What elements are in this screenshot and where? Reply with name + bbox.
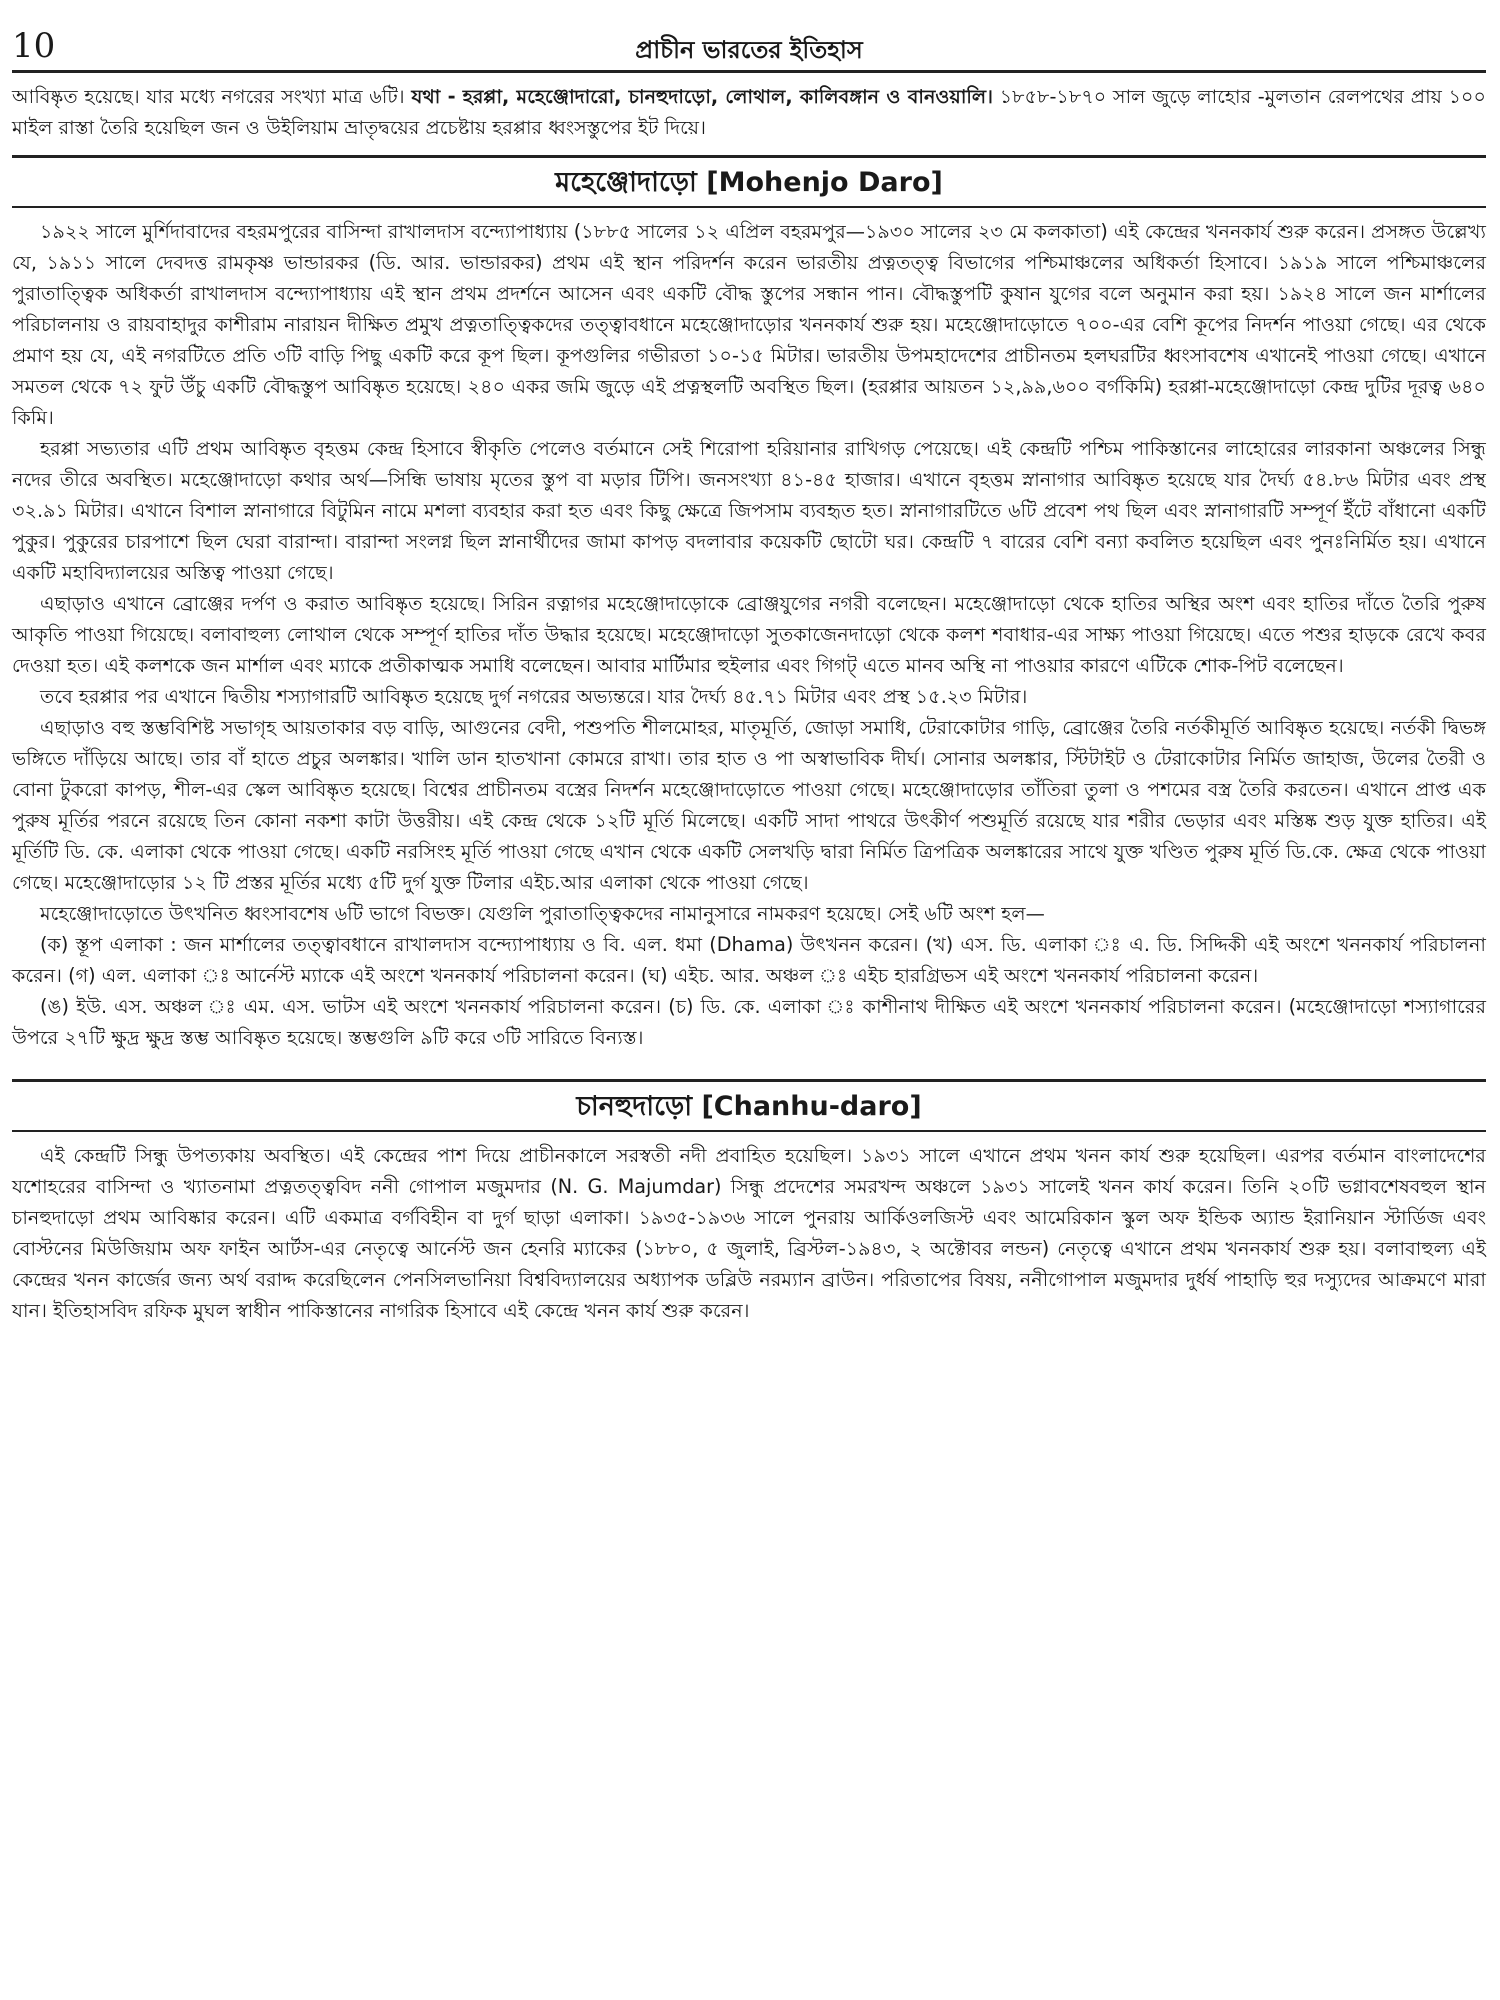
running-header bbox=[12, 26, 1486, 73]
page-number: 10 bbox=[12, 26, 56, 66]
paragraph-4: তবে হরপ্পার পর এখানে দ্বিতীয় শস্যাগারটি আবিষ্কৃত হয়েছে দুর্গ নগরের অভ্যন্তরে। যার দৈর্ঘ্য ৪৫.৭১ মিটার এবং প্রস্থ ১৫.২৩ মিটার। bbox=[40, 685, 1028, 708]
paragraph-9: এই কেন্দ্রটি সিন্ধু উপত্যকায় অবস্থিত। এই কেন্দ্রের পাশ দিয়ে প্রাচীনকালে সরস্বতী নদী প্রবাহিত হয়েছিল। ১৯৩১ সালে এখানে প্রথম খনন কার্য শুরু হয়েছিল। এরপর বর্তমান বাংলাদেশের যশোহরের বাসিন্দা ও খ্যাতনামা প্রত্নতত্ত্ববিদ ননী গোপাল মজুমদার (N. G. Majumdar) সিন্ধু প্রদেশের সমরখন্দ অঞ্চলে ১৯৩১ সালেই খনন কার্য করেন। তিনি ২০টি ভগ্নাবশেষবহুল স্থান চানহুদাড়ো প্রথম আবিষ্কার করেন। এটি একমাত্র বর্গবিহীন বা দুর্গ ছাড়া এলাকা। ১৯৩৫-১৯৩৬ সালে পুনরায় আর্কিওলজিস্ট এবং আমেরিকান স্কুল অফ ইন্ডিক অ্যান্ড ইরানিয়ান স্টার্ডিজ এবং বোস্টনের মিউজিয়াম অফ ফাইন আর্টস-এর নেতৃত্বে আর্নেস্ট জন হেনরি ম্যাকের (১৮৮০, ৫ জুলাই, ব্রিস্টল-১৯৪৩, ২ অক্টোবর লন্ডন) নেতৃত্বে এখানে প্রথম খননকার্য শুরু হয়। বলাবাহুল্য এই কেন্দ্রের খনন কার্জের জন্য অর্থ বরাদ্দ করেছিলেন পেনসিলভানিয়া বিশ্ববিদ্যালয়ের অধ্যাপক ডব্লিউ নরম্যান ব্রাউন। পরিতাপের বিষয়, ননীগোপাল মজুমদার দুর্ধর্ষ পাহাড়ি হুর দস্যুদের আক্রমণে মারা যান। ইতিহাসবিদ রফিক মুঘল স্বাধীন পাকিস্তানের নাগরিক হিসাবে এই কেন্দ্রে খনন কার্য শুরু করেন। bbox=[12, 1144, 1486, 1322]
paragraph-5: এছাড়াও বহু স্তম্ভবিশিষ্ট সভাগৃহ আয়তাকার বড় বাড়ি, আগুনের বেদী, পশুপতি শীলমোহর, মাতৃমূর্তি, জোড়া সমাধি, টেরাকোটার গাড়ি, ব্রোঞ্জের তৈরি নর্তকীমূর্তি আবিষ্কৃত হয়েছে। নর্তকী দ্বিভঙ্গ ভঙ্গিতে দাঁড়িয়ে আছে। তার বাঁ হাতে প্রচুর অলঙ্কার। খালি ডান হাতখানা কোমরে রাখা। তার হাত ও পা অস্বাভাবিক দীর্ঘ। সোনার অলঙ্কার, স্টিটাইট ও টেরাকোটার নির্মিত জাহাজ, উলের তৈরী ও বোনা টুকরো কাপড়, শীল-এর স্কেল আবিষ্কৃত হয়েছে। বিশ্বের প্রাচীনতম বস্ত্রের নিদর্শন মহেঞ্জোদাড়োতে পাওয়া গেছে। মহেঞ্জোদাড়োর তাঁতিরা তুলা ও পশমের বস্ত্র তৈরি করতেন। এখানে প্রাপ্ত এক পুরুষ মূর্তির পরনে রয়েছে তিন কোনা নকশা কাটা উত্তরীয়। এই কেন্দ্র থেকে ১২টি মূর্তি মিলেছে। একটি সাদা পাথরে উৎকীর্ণ পশুমূর্তি রয়েছে যার শরীর ভেড়ার এবং মস্তিষ্ক শুড় যুক্ত হাতির। এই মূর্তিটি ডি. কে. এলাকা থেকে পাওয়া গেছে। একটি নরসিংহ মূর্তি পাওয়া গেছে এখান থেকে একটি সেলখড়ি দ্বারা নির্মিত ত্রিপত্রিক অলঙ্কারের সাথে যুক্ত খণ্ডিত পুরুষ মূর্তি ডি.কে. ক্ষেত্র থেকে পাওয়া গেছে। মহেঞ্জোদাড়োর ১২ টি প্রস্তর মূর্তির মধ্যে ৫টি দুর্গ যুক্ত টিলার এইচ.আর এলাকা থেকে পাওয়া গেছে। bbox=[12, 716, 1486, 894]
paragraph-3: এছাড়াও এখানে ব্রোঞ্জের দর্পণ ও করাত আবিষ্কৃত হয়েছে। সিরিন রত্নাগর মহেঞ্জোদাড়োকে ব্রোঞ্জযুগের নগরী বলেছেন। মহেঞ্জোদাড়ো থেকে হাতির অস্থির অংশ এবং হাতির দাঁতে তৈরি পুরুষ আকৃতি পাওয়া গিয়েছে। বলাবাহুল্য লোথাল থেকে সম্পূর্ণ হাতির দাঁত উদ্ধার হয়েছে। মহেঞ্জোদাড়ো সুতকাজেনদাড়ো থেকে কলশ শবাধার-এর সাক্ষ্য পাওয়া গিয়েছে। এতে পশুর হাড়কে রেখে কবর দেওয়া হত। এই কলশকে জন মার্শাল এবং ম্যাকে প্রতীকাত্মক সমাধি বলেছেন। আবার মার্টিমার হুইলার এবং গিগট্ এতে মানব অস্থি না পাওয়ার কারণে এটিকে শোক-পিট বলেছেন। bbox=[12, 592, 1486, 677]
running-title: প্রাচীন ভারতের ইতিহাস bbox=[635, 36, 863, 64]
paragraph-8: (ঙ) ইউ. এস. অঞ্চল ঃ এম. এস. ভাটস এই অংশে খননকার্য পরিচালনা করেন। (চ) ডি. কে. এলাকা ঃ কাশীনাথ দীক্ষিত এই অংশে খননকার্য পরিচালনা করেন। (মহেঞ্জোদাড়ো শস্যাগারের উপরে ২৭টি ক্ষুদ্র ক্ষুদ্র স্তম্ভ আবিষ্কৃত হয়েছে। স্তম্ভগুলি ৯টি করে ৩টি সারিতে বিন্যস্ত। bbox=[12, 995, 1486, 1049]
section-title: চানহুদাড়ো [Chanhu-daro] bbox=[576, 1091, 922, 1122]
intro-paragraph bbox=[12, 81, 1486, 143]
intro-city-list: যথা - হরপ্পা, মহেঞ্জোদারো, চানহুদাড়ো, লোথাল, কালিবঙ্গান ও বানওয়ালি। bbox=[411, 85, 994, 108]
paragraph-6: মহেঞ্জোদাড়োতে উৎখনিত ধ্বংসাবশেষ ৬টি ভাগে বিভক্ত। যেগুলি পুরাতাত্ত্বিকদের নামানুসারে নামকরণ হয়েছে। সেই ৬টি অংশ হল— bbox=[40, 902, 1045, 925]
section-title: মহেঞ্জোদাড়ো [Mohenjo Daro] bbox=[555, 167, 943, 198]
intro-lead: আবিষ্কৃত হয়েছে। যার মধ্যে নগরের সংখ্যা মাত্র ৬টি। bbox=[12, 85, 412, 108]
paragraph-2: হরপ্পা সভ্যতার এটি প্রথম আবিষ্কৃত বৃহত্তম কেন্দ্র হিসাবে স্বীকৃতি পেলেও বর্তমানে সেই শিরোপা হরিয়ানার রাখিগড় পেয়েছে। এই কেন্দ্রটি পশ্চিম পাকিস্তানের লাহোরের লারকানা অঞ্চলের সিন্ধু নদের তীরে অবস্থিত। মহেঞ্জোদাড়ো কথার অর্থ—সিন্ধি ভাষায় মৃতের স্তুপ বা মড়ার টিপি। জনসংখ্যা ৪১-৪৫ হাজার। এখানে বৃহত্তম স্নানাগার আবিষ্কৃত হয়েছে যার দৈর্ঘ্য ৫৪.৮৬ মিটার এবং প্রস্থ ৩২.৯১ মিটার। এখানে বিশাল স্নানাগারে বিটুমিন নামে মশলা ব্যবহার করা হত এবং কিছু ক্ষেত্রে জিপসাম ব্যবহৃত হত। স্নানাগারটিতে ৬টি প্রবেশ পথ ছিল এবং স্নানাগারটি সম্পূর্ণ ইঁটে বাঁধানো একটি পুকুর। পুকুরের চারপাশে ছিল ঘেরা বারান্দা। বারান্দা সংলগ্ন ছিল স্নানার্থীদের জামা কাপড় বদলাবার কয়েকটি ছোটো ঘর। কেন্দ্রটি ৭ বারের বেশি বন্যা কবলিত হয়েছিল এবং পুনঃনির্মিত হয়। এখানে একটি মহাবিদ্যালয়ের অস্তিত্ব পাওয়া গেছে। bbox=[12, 437, 1486, 584]
section-heading-mohenjo-daro bbox=[12, 155, 1486, 208]
section-heading-chanhu-daro bbox=[12, 1079, 1486, 1132]
paragraph-1: ১৯২২ সালে মুর্শিদাবাদের বহরমপুরের বাসিন্দা রাখালদাস বন্দ্যোপাধ্যায় (১৮৮৫ সালের ১২ এপ্রিল বহরমপুর—১৯৩০ সালের ২৩ মে কলকাতা) এই কেন্দ্রের খননকার্য শুরু করেন। প্রসঙ্গত উল্লেখ্য যে, ১৯১১ সালে দেবদত্ত রামকৃষ্ণ ভান্ডারকর (ডি. আর. ভান্ডারকর) প্রথম এই স্থান পরিদর্শন করেন ভারতীয় প্রত্নতত্ত্ব বিভাগের পশ্চিমাঞ্চলের অধিকর্তা হিসাবে। ১৯১৯ সালে পশ্চিমাঞ্চলের পুরাতাত্ত্বিক অধিকর্তা রাখালদাস বন্দ্যোপাধ্যায় এই স্থান প্রথম প্রদর্শনে আসেন এবং একটি বৌদ্ধ স্তুপের সন্ধান পান। বৌদ্ধস্তুপটি কুষান যুগের বলে অনুমান করা হয়। ১৯২৪ সালে জন মার্শালের পরিচালনায় ও রায়বাহাদুর কাশীরাম নারায়ন দীক্ষিত প্রমুখ প্রত্নতাত্ত্বিকদের তত্ত্বাবধানে মহেঞ্জোদাড়োর খননকার্য শুরু হয়। মহেঞ্জোদাড়োতে ৭০০-এর বেশি কূপের নিদর্শন পাওয়া গেছে। এর থেকে প্রমাণ হয় যে, এই নগরটিতে প্রতি ৩টি বাড়ি পিছু একটি করে কূপ ছিল। কূপগুলির গভীরতা ১০-১৫ মিটার। ভারতীয় উপমহাদেশের প্রাচীনতম হলঘরটির ধ্বংসাবশেষ এখানেই পাওয়া গেছে। এখানে সমতল থেকে ৭২ ফুট উঁচু একটি বৌদ্ধস্তুপ আবিষ্কৃত হয়েছে। ২৪০ একর জমি জুড়ে এই প্রত্নস্থলটি অবস্থিত ছিল। (হরপ্পার আয়তন ১২,৯৯,৬০০ বর্গকিমি) হরপ্পা-মহেঞ্জোদাড়ো কেন্দ্র দুটির দূরত্ব ৬৪০ কিমি। bbox=[12, 220, 1486, 429]
intro-tail: ১৮৫৮-১৮৭০ সাল জুড়ে লাহোর -মুলতান রেলপথের প্রায় ১০০ মাইল রাস্তা তৈরি হয়েছিল জন ও উইলিয়াম ভ্রাতৃদ্বয়ের প্রচেষ্টায় হরপ্পার ধ্বংসস্তুপের ইট দিয়ে। bbox=[12, 85, 1486, 139]
paragraph-7: (ক) স্তূপ এলাকা : জন মার্শালের তত্ত্বাবধানে রাখালদাস বন্দ্যোপাধ্যায় ও বি. এল. ধমা (Dhama) উৎখনন করেন। (খ) এস. ডি. এলাকা ঃ এ. ডি. সিদ্দিকী এই অংশে খননকার্য পরিচালনা করেন। (গ) এল. এলাকা ঃ আর্নেস্ট ম্যাকে এই অংশে খননকার্য পরিচালনা করেন। (ঘ) এইচ. আর. অঞ্চল ঃ এইচ হারগ্রিভস এই অংশে খননকার্য পরিচালনা করেন। bbox=[12, 933, 1486, 987]
